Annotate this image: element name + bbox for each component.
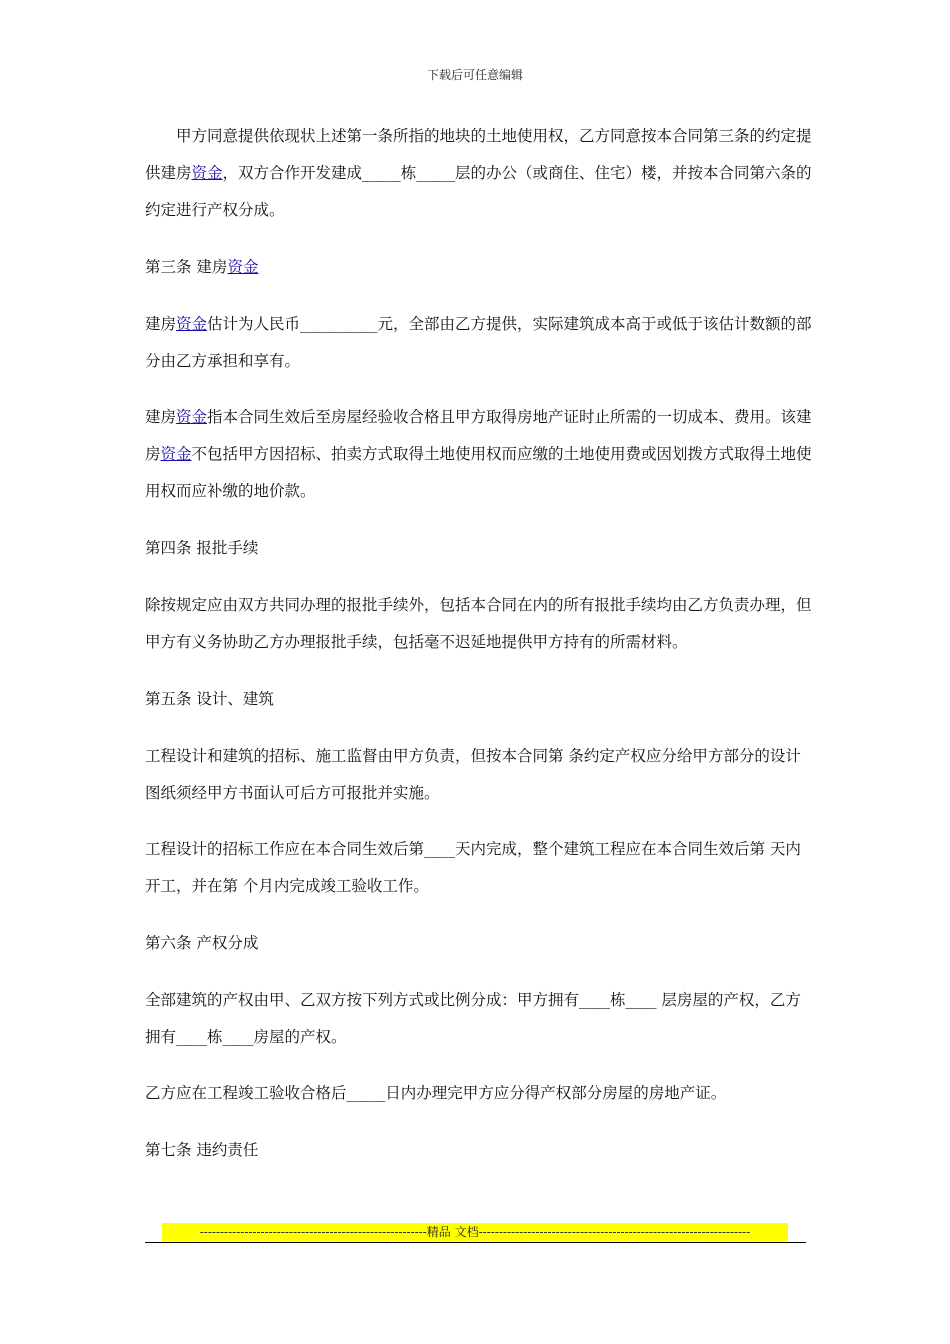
funds-link[interactable]: 资金 (160, 445, 192, 463)
paragraph-text: 不包括甲方因招标、拍卖方式取得土地使用权而应缴的土地使用费或因划拨方式取得土地使用权而应补缴的地价款。 (145, 445, 812, 500)
page-header: 下载后可任意编辑 (426, 68, 523, 82)
paragraph-cooperation (145, 118, 815, 229)
article-4-heading: 第四条 报批手续 (145, 539, 259, 557)
article-6-heading: 第六条 产权分成 (145, 934, 259, 952)
heading-text: 第三条 建房 (145, 258, 228, 276)
paragraph-certificate: 乙方应在工程竣工验收合格后_____日内办理完甲方应分得产权部分房屋的房地产证。 (145, 1084, 727, 1102)
paragraph-design-tender: 工程设计和建筑的招标、施工监督由甲方负责，但按本合同第 条约定产权应分给甲方部分的设计图纸须经甲方书面认可后方可报批并实施。 (145, 747, 801, 802)
paragraph-text: 甲方同意提供依现状上述第一条所指的地块的土地使用权，乙方同意按本合同第三条的约定提供建房 (145, 127, 812, 182)
footer-divider (145, 1242, 806, 1243)
paragraph-text: ，双方合作开发建成_____栋_____层的办公（或商住、住宅）楼，并按本合同第六条的约定进行产权分成。 (145, 164, 812, 219)
paragraph-text: 建房 (145, 408, 177, 426)
funds-link[interactable]: 资金 (227, 258, 259, 276)
paragraph-schedule: 工程设计的招标工作应在本合同生效后第____天内完成，整个建筑工程应在本合同生效后第 天内开工，并在第 个月内完成竣工验收工作。 (145, 840, 801, 895)
paragraph-text: 建房 (145, 315, 177, 333)
article-3-heading (145, 249, 815, 286)
article-5-heading: 第五条 设计、建筑 (145, 690, 274, 708)
document-body (145, 118, 815, 1169)
footer-banner: --------------------------------------------------------精品 文档------------------------------------------------------------------- (162, 1223, 788, 1241)
funds-link[interactable]: 资金 (191, 164, 223, 182)
funds-link[interactable]: 资金 (176, 408, 208, 426)
paragraph-funds-definition (145, 399, 815, 510)
paragraph-ownership-split: 全部建筑的产权由甲、乙双方按下列方式或比例分成：甲方拥有____栋____ 层房屋的产权，乙方拥有____栋____房屋的产权。 (145, 991, 801, 1046)
paragraph-text: 指本合同生效后至房屋经验收合格且甲方取得房地产证时止所需的一切成本、费用。该建房 (145, 408, 812, 463)
paragraph-approval: 除按规定应由双方共同办理的报批手续外，包括本合同在内的所有报批手续均由乙方负责办理，但甲方有义务协助乙方办理报批手续，包括毫不迟延地提供甲方持有的所需材料。 (145, 596, 812, 651)
article-7-heading: 第七条 违约责任 (145, 1141, 259, 1159)
paragraph-text: 估计为人民币__________元，全部由乙方提供，实际建筑成本高于或低于该估计数额的部分由乙方承担和享有。 (145, 315, 812, 370)
funds-link[interactable]: 资金 (176, 315, 208, 333)
paragraph-funds-estimate (145, 306, 815, 380)
